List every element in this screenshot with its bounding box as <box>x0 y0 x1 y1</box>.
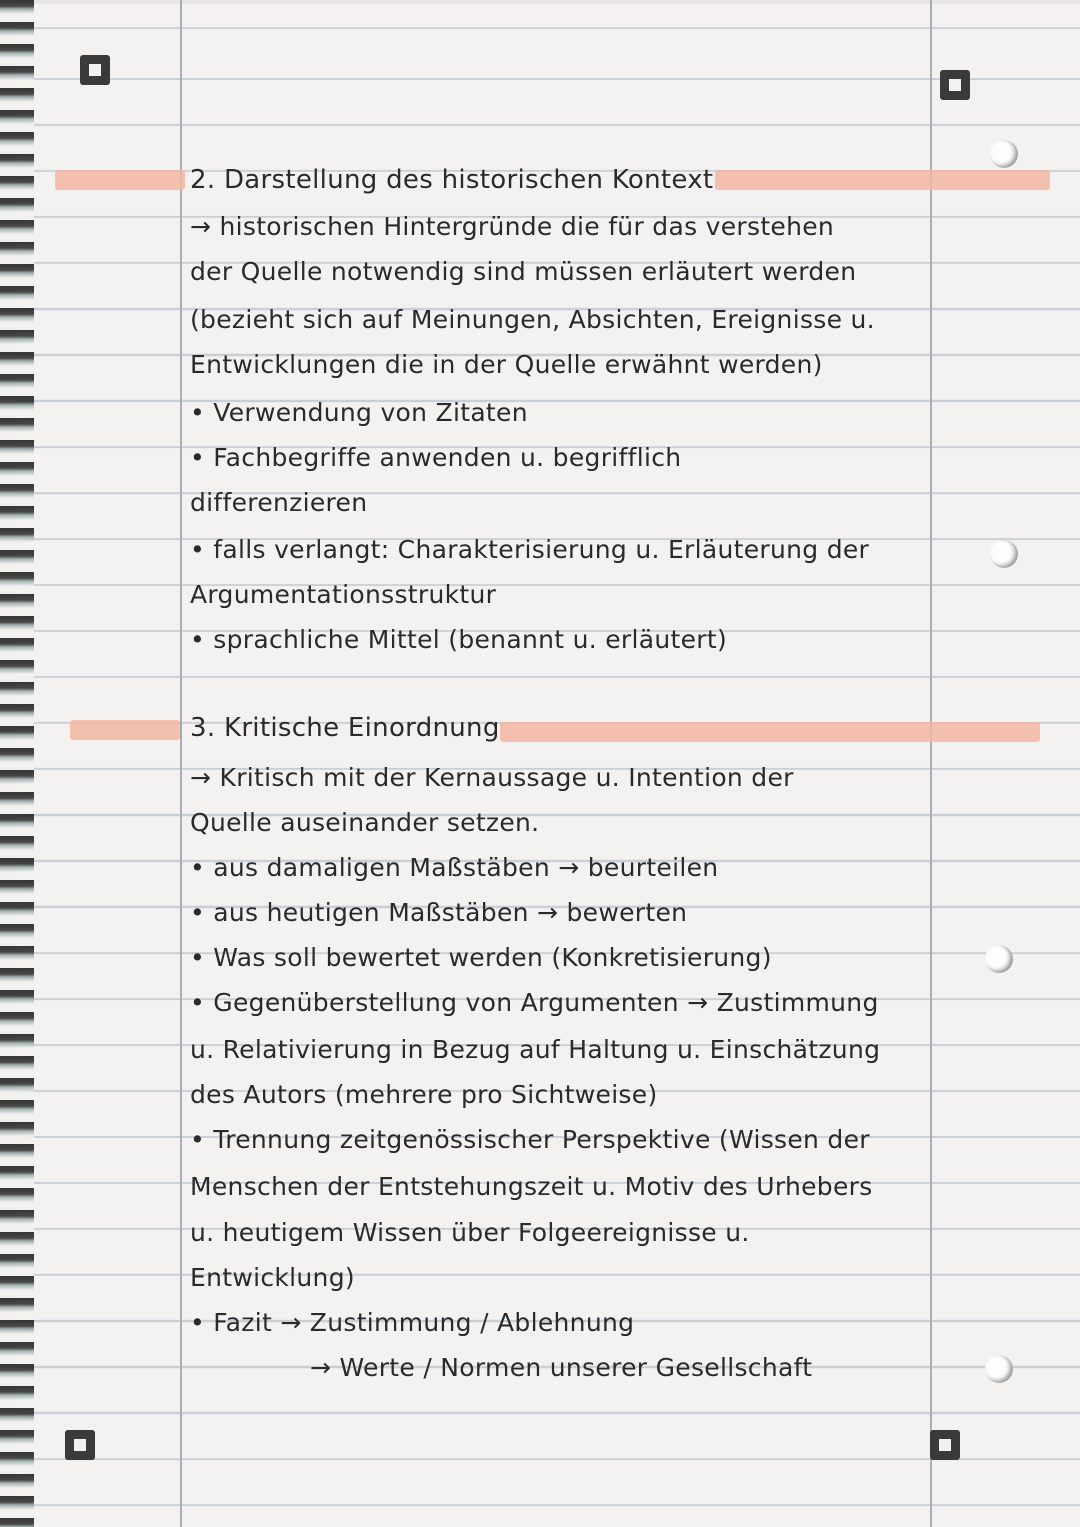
note-line: (bezieht sich auf Meinungen, Absichten, Ereignisse u. <box>190 305 875 334</box>
note-line: • falls verlangt: Charakterisierung u. Erläuterung der <box>190 535 870 564</box>
note-line: • Was soll bewertet werden (Konkretisierung) <box>190 943 772 972</box>
note-line: differenzieren <box>190 488 368 517</box>
highlight-marker-right <box>715 170 1050 190</box>
section-2-title: 2. Darstellung des historischen Kontext <box>190 165 714 195</box>
note-line: • Gegenüberstellung von Argumenten → Zustimmung <box>190 988 879 1017</box>
left-margin-line <box>180 0 182 1527</box>
note-line: • Fazit → Zustimmung / Ablehnung <box>190 1308 635 1337</box>
note-line: → historischen Hintergründe die für das verstehen <box>190 212 835 241</box>
punch-hole <box>985 1355 1013 1383</box>
note-line: Quelle auseinander setzen. <box>190 808 540 837</box>
punch-hole <box>985 945 1013 973</box>
note-line: Menschen der Entstehungszeit u. Motiv des Urhebers <box>190 1172 873 1201</box>
note-line: • Trennung zeitgenössischer Perspektive (Wissen der <box>190 1125 870 1154</box>
note-line: u. Relativierung in Bezug auf Haltung u. Einschätzung <box>190 1035 881 1064</box>
note-line: • aus heutigen Maßstäben → bewerten <box>190 898 688 927</box>
right-margin-line <box>930 0 932 1527</box>
note-line: → Kritisch mit der Kernaussage u. Intention der <box>190 763 794 792</box>
punch-hole <box>990 140 1018 168</box>
highlight-marker-right <box>500 722 1040 742</box>
section-3-title: 3. Kritische Einordnung <box>190 713 500 743</box>
note-line: Entwicklungen die in der Quelle erwähnt werden) <box>190 350 823 379</box>
note-line: • Fachbegriffe anwenden u. begrifflich <box>190 443 682 472</box>
note-line: • aus damaligen Maßstäben → beurteilen <box>190 853 719 882</box>
corner-marker-top-right-icon <box>940 70 970 100</box>
note-line: • sprachliche Mittel (benannt u. erläutert) <box>190 625 728 654</box>
spiral-binding <box>0 0 34 1527</box>
note-line: des Autors (mehrere pro Sichtweise) <box>190 1080 658 1109</box>
corner-marker-bottom-left-icon <box>65 1430 95 1460</box>
highlight-marker-left <box>55 170 185 190</box>
note-line: • Verwendung von Zitaten <box>190 398 528 427</box>
note-line: u. heutigem Wissen über Folgeereignisse u. <box>190 1218 750 1247</box>
punch-hole <box>990 540 1018 568</box>
corner-marker-bottom-right-icon <box>930 1430 960 1460</box>
corner-marker-top-left-icon <box>80 55 110 85</box>
highlight-marker-left <box>70 720 180 740</box>
note-line: Entwicklung) <box>190 1263 355 1292</box>
note-line: Argumentationsstruktur <box>190 580 497 609</box>
note-line: der Quelle notwendig sind müssen erläutert werden <box>190 257 857 286</box>
note-line: → Werte / Normen unserer Gesellschaft <box>310 1353 813 1382</box>
